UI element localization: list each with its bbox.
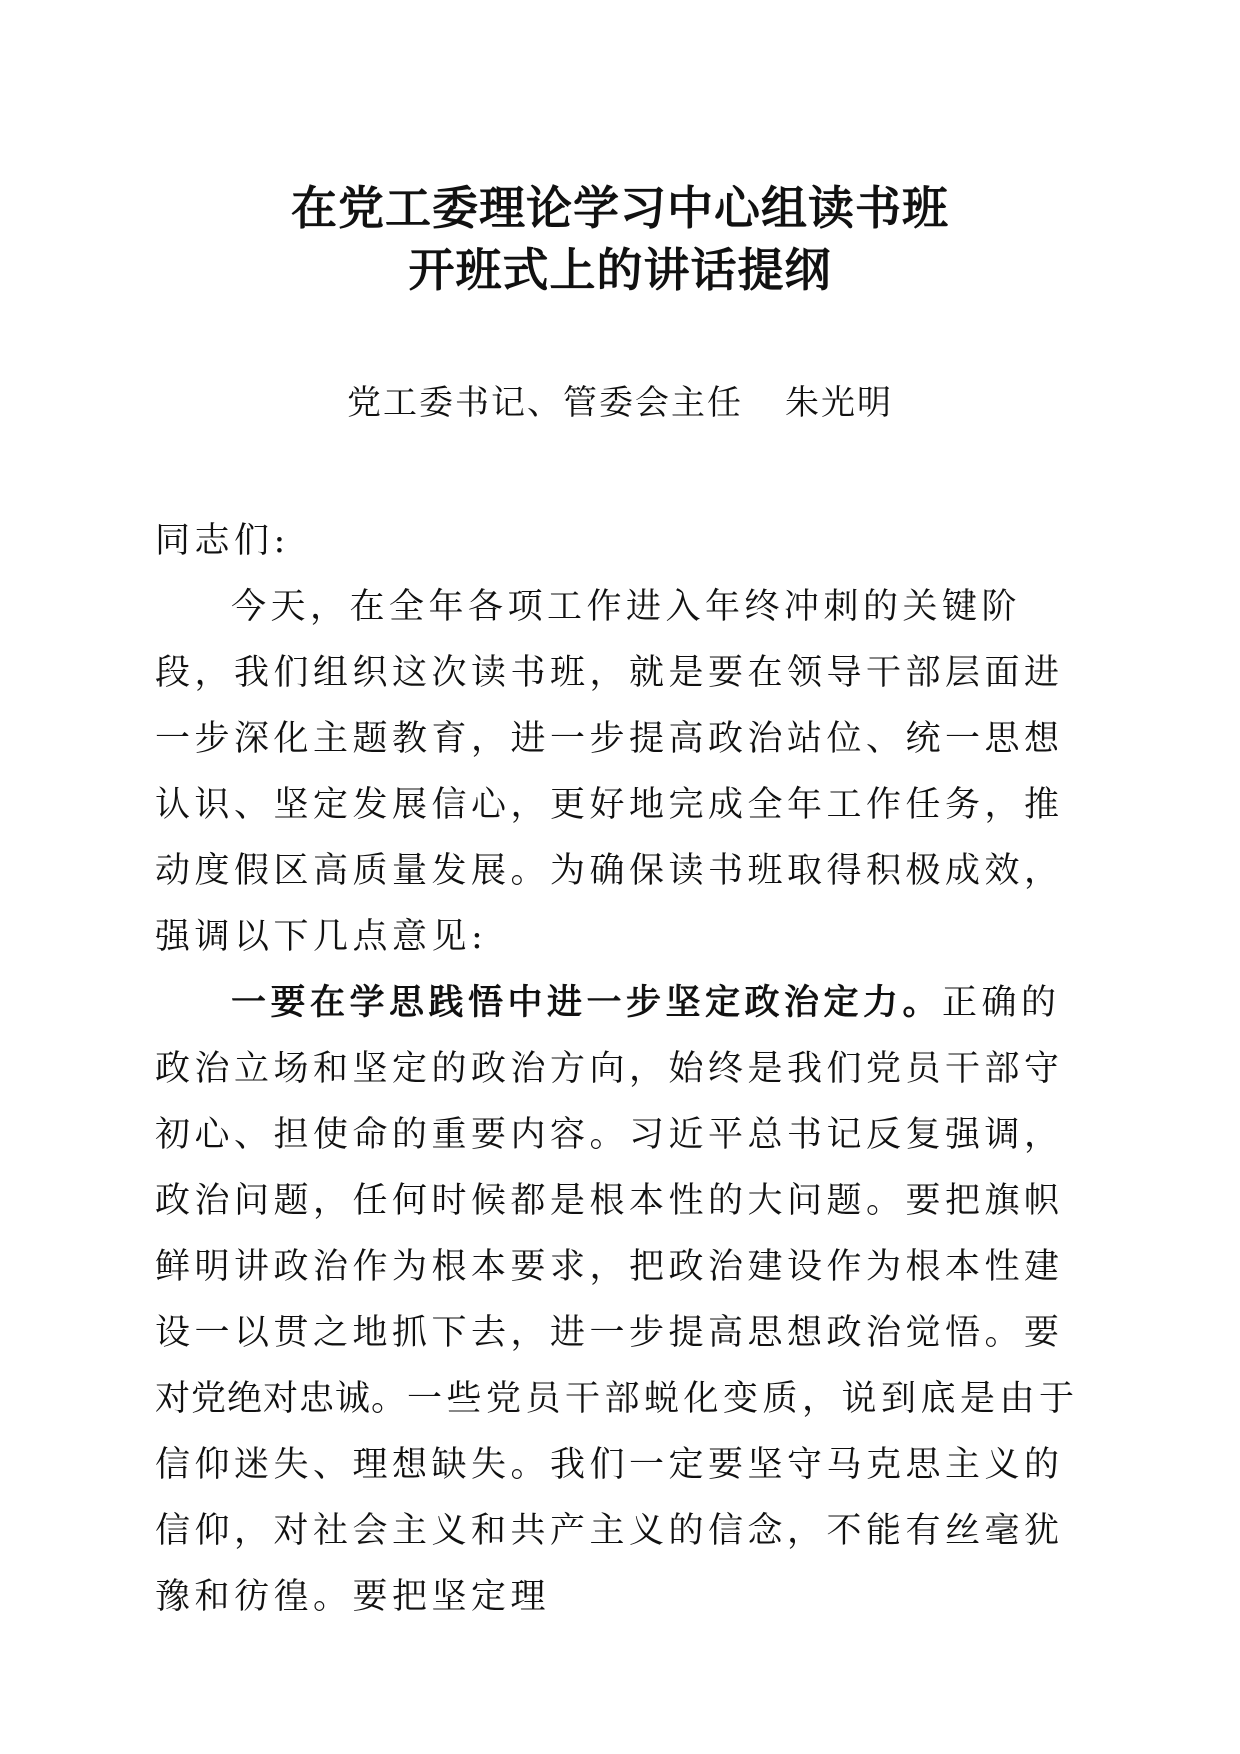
point-1-heading: 一要在学思践悟中进一步坚定政治定力。 — [231, 983, 943, 1023]
paragraph-intro: 今天，在全年各项工作进入年终冲刺的关键阶段，我们组织这次读书班，就是要在领导干部层面进一步深化主题教育，进一步提高政治站位、统一思想认识、坚定发展信心，更好地完成全年工作任务，推动度假区高质量发展。为确保读书班取得积极成效，强调以下几点意见: — [155, 587, 1064, 957]
author-role: 党工委书记、管委会主任 — [347, 383, 743, 423]
point-1-text-a: 正确的政治立场和坚定的政治方向，始终是我们党员干部守初心、担使命的重要内容。习近平总书记反复强调，政治问题，任何时候都是根本性的大问题。要把旗帜鲜明讲政治作为根本要求，把政治建设作为根本性建设一以贯之地抓下去，进一步提高思想政治觉悟。 — [155, 983, 1064, 1353]
salutation: 同志们: — [155, 521, 290, 561]
point-1-text-b: 一些党员干部蜕化变质，说到底是由于信仰迷失、理想缺失。我们一定要坚守马克思主义的信仰，对社会主义和共产主义的信念，不能有丝毫犹豫和彷徨。要把坚定理 — [155, 1379, 1079, 1617]
document-title-line-1: 在党工委理论学习中心组读书班 — [291, 181, 949, 235]
author-byline — [0, 378, 1240, 428]
paragraph-point-1 — [155, 970, 1085, 1630]
author-name: 朱光明 — [785, 383, 893, 423]
point-1-subheading: 要对党绝对忠诚。 — [155, 1313, 1061, 1419]
document-title-line-2: 开班式上的讲话提纲 — [408, 243, 832, 297]
